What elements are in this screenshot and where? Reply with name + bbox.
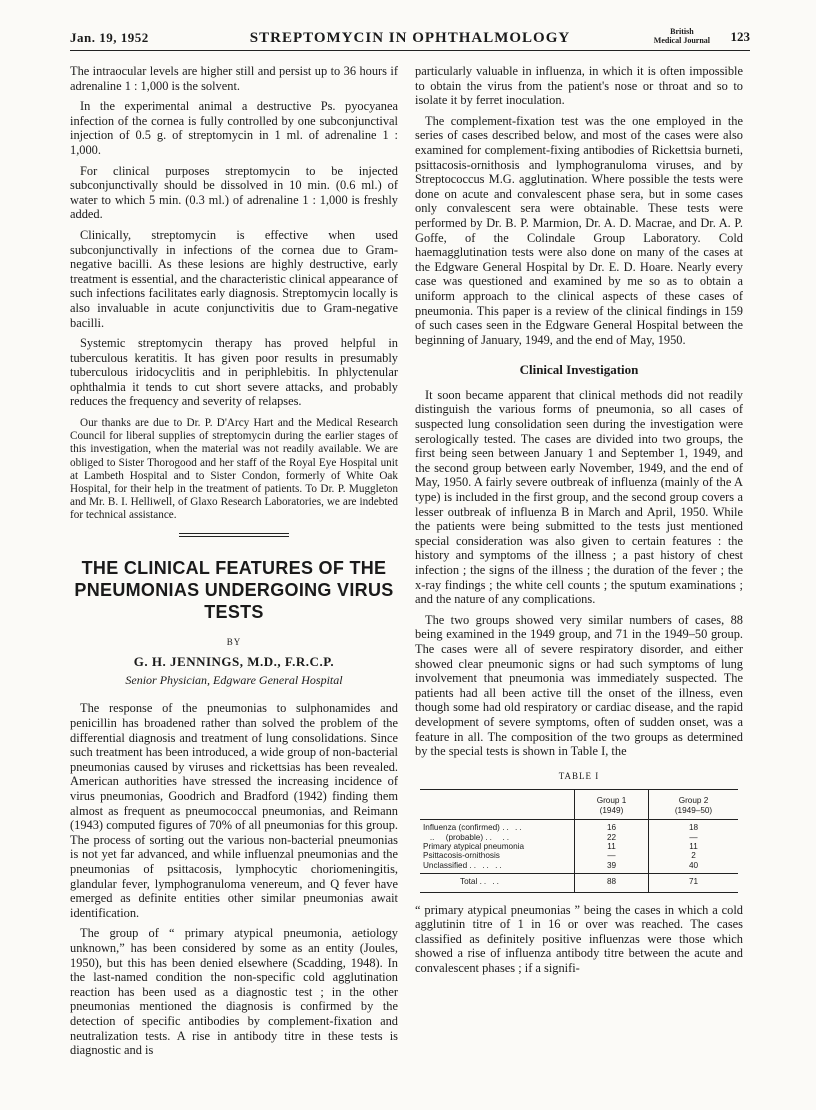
paragraph: It soon became apparent that clinical methods did not readily distinguish the various forms of pneumonia, so all cases of suspected lung consolidation seen during the investigation were serologically tested. The cases are divided into two groups, the first being seen between January 1 and September 1, 1949, and the second group between early November, 1949, and the end of May, 1950. A fairly severe outbreak of influenza (mainly of the A type) is included in the first group, and the second group covers a lesser outbreak of influenza B in March and April, 1950. While the patients were being submitted to the tests just mentioned special consideration was also given to certain features : the history and symptoms of the illness ; a past history of chest infection ; the signs of the illness ; the duration of the fever ; the x-ray findings ; the white cell counts ; the sputum examinations ; and the nature of any complications. — [415, 387, 743, 607]
section-heading: Clinical Investigation — [519, 362, 639, 378]
cell-group1: 22 — [575, 833, 649, 842]
total-group2: 71 — [649, 874, 739, 892]
cell-group1: 39 — [575, 861, 649, 874]
journal-line1: British — [670, 27, 694, 36]
row-label — [420, 820, 575, 833]
row-label-text: Primary atypical pneumonia — [423, 841, 525, 851]
divider-rule — [179, 536, 289, 537]
paragraph: Clinically, streptomycin is effective when used subconjunctivally in infections of the cornea due to Gram-negative bacilli. As these lesions are highly destructive, early treatment is essential, and the characteristic clinical appearance of such infections facilitates early diagnosis. Streptomycin locally is also invaluable in acute conjunctivitis due to Gram-negative bacilli. — [70, 227, 398, 330]
row-dots: .. .. — [485, 832, 512, 842]
table-row — [420, 861, 738, 874]
cell-group1: 16 — [575, 820, 649, 833]
table-row — [420, 851, 738, 860]
page-number: 123 — [730, 29, 750, 44]
journal-line2: Medical Journal — [653, 36, 710, 45]
paragraph: Systemic streptomycin therapy has proved helpful in tuberculous keratitis. It has given poor results in presumably tuberculous iridocyclitis and in periphlebitis. In phlyctenular ophthalmia it tends to cut short severe attacks, and probably reduces the frequency and severity of relapses. — [70, 336, 398, 409]
cell-group2: 11 — [649, 842, 739, 851]
total-group1: 88 — [575, 874, 649, 892]
right-column — [415, 64, 743, 982]
left-column — [70, 64, 398, 1064]
table-row — [420, 820, 738, 833]
table-header-group1 — [575, 790, 649, 820]
table-caption: TABLE I — [558, 770, 600, 781]
row-dots: .. .. .. — [469, 860, 504, 870]
author-affiliation: Senior Physician, Edgware General Hospital — [125, 672, 343, 687]
page-header — [70, 18, 750, 51]
group1-title: Group 1 — [596, 796, 627, 806]
paragraph: In the experimental animal a destructive Ps. pyocyanea infection of the cornea is fully controlled by one subconjunctival injection of 0.5 g. of streptomycin in 1 ml. of adrenaline 1 : 1,000. — [70, 99, 398, 157]
paragraph: particularly valuable in influenza, in which it is often impossible to obtain the virus from the patient's nose or throat and so to isolate it by ferret inoculation. — [415, 64, 743, 108]
header-date: Jan. 19, 1952 — [70, 30, 149, 45]
total-label-text: Total — [460, 877, 478, 887]
cell-group2: 40 — [649, 861, 739, 874]
header-title: STREPTOMYCIN IN OPHTHALMOLOGY — [249, 30, 571, 46]
data-table — [420, 789, 738, 892]
author-name: G. H. JENNINGS, M.D., F.R.C.P. — [133, 654, 335, 670]
table-row — [420, 833, 738, 842]
byline-by: BY — [226, 636, 242, 647]
row-label-text: Influenza (confirmed) — [423, 823, 500, 833]
cell-group2: — — [649, 833, 739, 842]
cell-group1: — — [575, 851, 649, 860]
row-label — [420, 851, 575, 860]
row-label-text: Unclassified — [423, 860, 468, 870]
table-header-blank — [420, 790, 575, 820]
paragraph: The two groups showed very similar numbers of cases, 88 being examined in the 1949 group, and 71 in the 1949–50 group. The cases were all of severe respiratory disorder, and either showed clear pneumonic signs or had such symptoms of lung involvement that pneumonia was immediately suspected. The patients had all been active till the onset of the illness, even though some had old respiratory or cardiac disease, and the rapid development of severe symptoms, often of sudden onset, was a feature in all. The composition of the two groups as determined by the special tests is shown in Table I, the — [415, 612, 743, 759]
cell-group2: 18 — [649, 820, 739, 833]
divider-rule — [179, 533, 289, 534]
row-label — [420, 833, 575, 842]
paragraph: The group of “ primary atypical pneumonia, aetiology unknown,” has been considered by some as an entity (Joules, 1950), but this has been denied elsewhere (Scadding, 1948). In the last-named condition the non-specific cold agglutination reaction has been used as a diagnostic test ; in the other pneumonias mentioned the diagnosis is confirmed by the detection of specific antibodies by complement-fixation and neutralization tests. A rise in antibody titre in these tests is diagnostic and is — [70, 926, 398, 1058]
paragraph: The complement-fixation test was the one employed in the series of cases described below, and most of the cases were also examined for complement-fixing antibodies of Rickettsia burneti, psittacosis-ornithosis and lymphogranuloma viruses, and by Streptococcus M.G. agglutination. Where possible the tests were done on acute and convalescent phase sera, but in some cases only convalescent sera were obtainable. These tests were performed by Dr. B. P. Marmion, Dr. A. D. Macrae, and Dr. A. P. Goffe, of the Colindale Group Laboratory. Cold haemagglutination tests were also done on many of the cases at the Edgware General Hospital by Dr. E. D. Hoare. Nearly every case was questioned and examined by me so as to obtain a uniform approach to the clinical aspects of these cases of pneumonia. This paper is a review of the clinical findings in 159 of such cases seen in the Edgware General Hospital between the beginning of January, 1949, and the end of May, 1950. — [415, 113, 743, 347]
table-row — [420, 842, 738, 851]
table-total-row — [420, 874, 738, 892]
total-label — [420, 874, 575, 892]
paragraph: “ primary atypical pneumonias ” being the cases in which a cold agglutinin titre of 1 in 16 or over was reached. The cases classified as definitely positive influenzas were those which showed a rise of influenza antibody titre between the acute and convalescent phases ; if a signifi- — [415, 902, 743, 975]
row-label — [420, 861, 575, 874]
group2-title: Group 2 — [678, 796, 709, 806]
row-dots: .. .. — [502, 823, 524, 833]
journal-name — [654, 27, 710, 45]
article-title: THE CLINICAL FEATURES OF THE PNEUMONIAS UNDERGOING VIRUS TESTS — [74, 557, 394, 622]
table-header-row — [420, 790, 738, 820]
row-label-text: .. (probable) — [423, 832, 484, 842]
group1-sub: (1949) — [599, 805, 624, 815]
paragraph: For clinical purposes streptomycin to be injected subconjunctivally should be dissolved in 10 min. (0.6 ml.) of water to which 5 min. (0.3 ml.) of adrenaline 1 : 1,000 is freshly added. — [70, 163, 398, 222]
table-header-group2 — [649, 790, 739, 820]
row-dots: .. .. — [479, 877, 501, 887]
acknowledgment: Our thanks are due to Dr. P. D'Arcy Hart and the Medical Research Council for liberal supplies of streptomycin during the earlier stages of this investigation, when the material was not readily available. We are obliged to Sister Thorogood and her staff of the Royal Eye Hospital unit at Lambeth Hospital and to Sister Condon, formerly of White Oak Hospital, for their help in the treatment of patients. To Dr. P. Muggleton and Mr. B. I. Helliwell, of Glaxo Research Laboratories, we are indebted for technical assistance. — [70, 417, 398, 522]
cell-group1: 11 — [575, 842, 649, 851]
row-label-text: Psittacosis-ornithosis — [423, 851, 500, 861]
cell-group2: 2 — [649, 851, 739, 860]
paragraph: The intraocular levels are higher still and persist up to 36 hours if adrenaline 1 : 1,000 is the solvent. — [70, 64, 398, 93]
group2-sub: (1949–50) — [674, 805, 713, 815]
paragraph: The response of the pneumonias to sulphonamides and penicillin has broadened rather than solved the problem of the differential diagnosis and treatment of lung consolidations. Since such treatment has been introduced, a wide group of non-bacterial pneumonias caused by viruses and rickettsias has been revealed. American authorities have stressed the increasing incidence of virus pneumonias, Goodrich and Bradford (1942) finding them almost as frequent as pneumococcal pneumonias, and Reimann (1943) computed figures of 70% of all pneumonias for this group. The process of sorting out the various non-bacterial pneumonias is not yet far advanced, and while influenzal pneumonias and the pneumonias of psittacosis, lymphocytic choriomeningitis, glandular fever, lymphogranuloma venereum, and Q fever have emerged as definite entities other similar pneumonias await identification. — [70, 701, 398, 920]
row-label — [420, 842, 575, 851]
